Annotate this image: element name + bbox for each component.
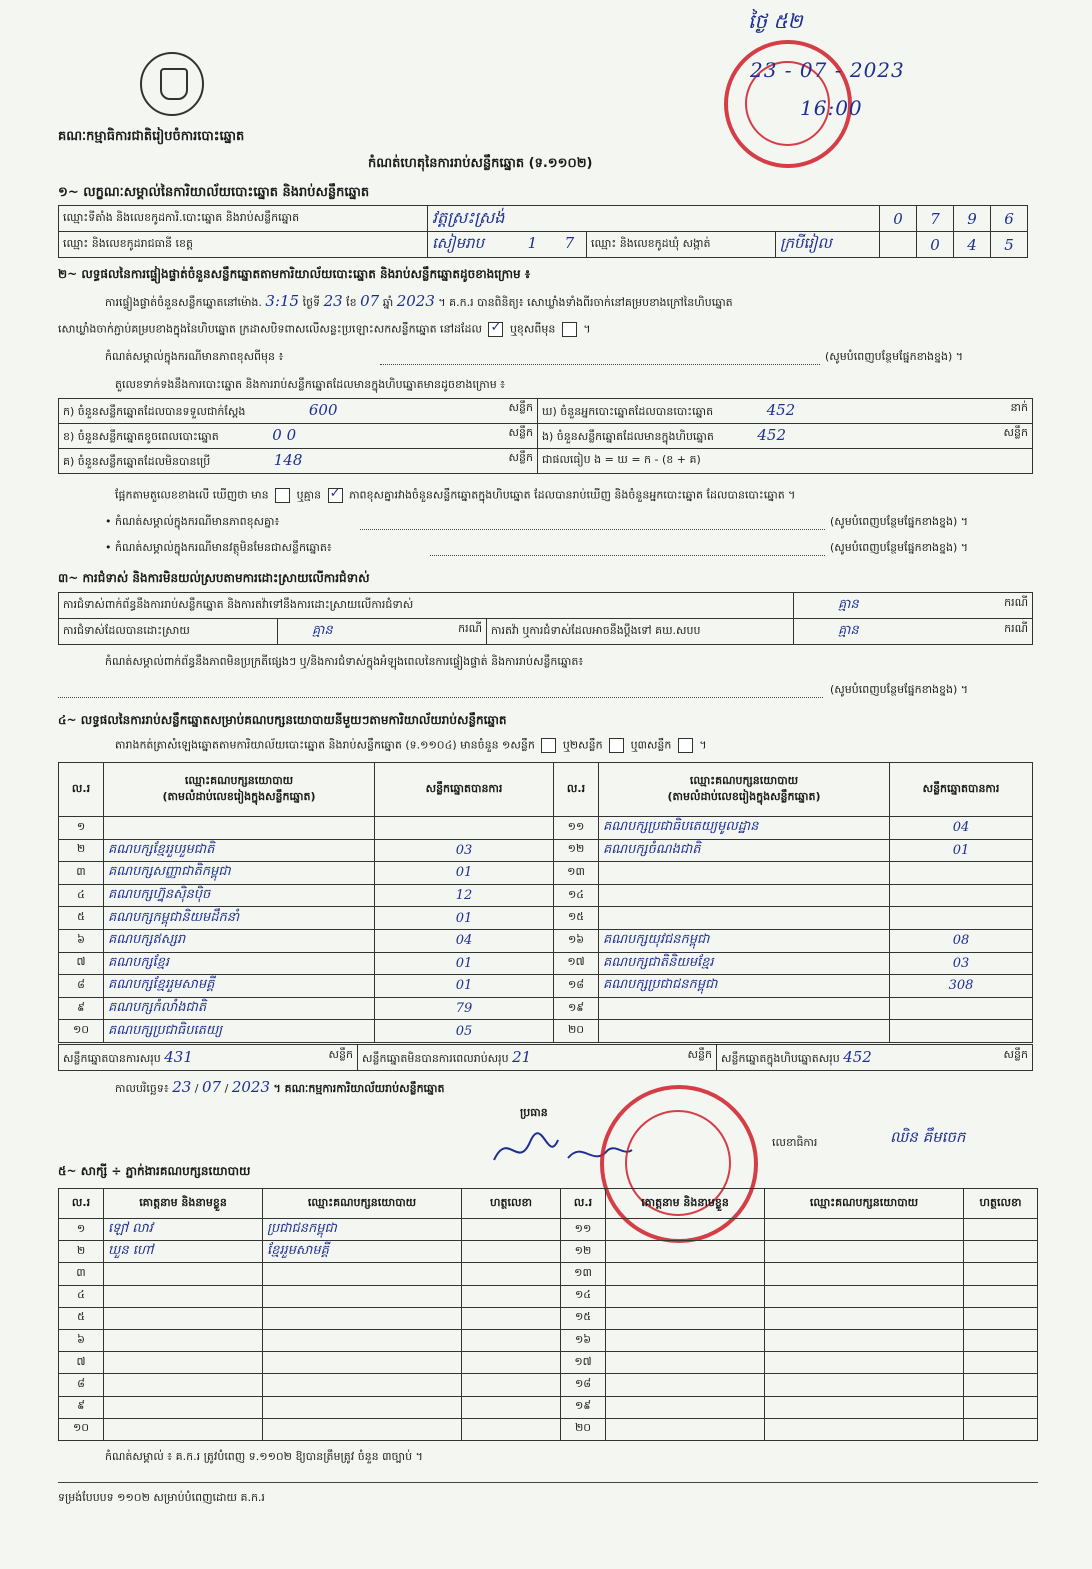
party-name: គណបក្សខ្មែររួបរួមជាតិ <box>104 839 375 862</box>
party-number: ៧ <box>59 952 104 975</box>
col-party-right-sub: (តាមលំដាប់លេខរៀងក្នុងសន្លឹកឆ្នោត) <box>667 789 821 803</box>
difference-no-checkbox[interactable] <box>328 488 343 503</box>
difference-result-line <box>115 488 1035 505</box>
witness-name <box>104 1307 263 1329</box>
witness-signature <box>964 1352 1038 1374</box>
seal-intact-text: សោឃ្លាំងចាក់ភ្ជាប់គម្របខាងក្នុងនៃហិបឆ្នោត ក្រដាសបិទពាសលើសន្លះប្រឡោះសកសន្លឹកឆ្នោត នៅដដែល <box>58 322 482 336</box>
bullet-foreign-object: • កំណត់សម្គាល់ក្នុងករណីមានវត្ថុមិនមែនជាសន្លឹកឆ្នោត៖ <box>105 541 332 554</box>
witness-signature <box>964 1307 1038 1329</box>
sheet-2-label: ឬ២សន្លឹក <box>562 738 603 752</box>
results-table <box>58 762 1033 1043</box>
commune-label: ឈ្មោះ និងលេខកូដឃុំ សង្កាត់ <box>587 232 776 258</box>
party-votes: 04 <box>375 929 554 952</box>
unused-unit: សន្លឹក <box>508 451 533 464</box>
witness-signature <box>462 1263 561 1285</box>
verification-text: ។ គ.ក.រ បានពិនិត្យ៖ សោឃ្លាំងទាំងពីរចាក់នៅគម្របខាងក្រៅនៃហិបឆ្នោត <box>438 296 733 309</box>
appeal-unit: ករណី <box>1004 622 1028 635</box>
col-party-left-title: ឈ្មោះគណបក្សនយោបាយ <box>184 773 294 787</box>
party-votes <box>890 997 1033 1020</box>
witness-number: ១៧ <box>561 1352 606 1374</box>
witness-signature <box>964 1263 1038 1285</box>
sheet-2-checkbox[interactable] <box>609 738 624 753</box>
party-votes <box>890 884 1033 907</box>
province-label: ឈ្មោះ និងលេខកូដរាជធានី ខេត្ត <box>59 232 428 258</box>
witness-signature <box>462 1352 561 1374</box>
witness-row <box>59 1285 1038 1307</box>
witness-number: ៩ <box>59 1396 104 1418</box>
witness-signature <box>462 1285 561 1307</box>
party-name <box>599 862 890 885</box>
witness-col-no-right: ល.រ <box>561 1189 606 1219</box>
col-party-left <box>104 763 375 817</box>
date-year: 2023 <box>231 1078 270 1096</box>
party-name <box>599 907 890 930</box>
party-number: ១៧ <box>554 952 599 975</box>
witness-name <box>104 1374 263 1396</box>
party-name <box>599 1020 890 1043</box>
party-name: គណបក្សខ្មែរ <box>104 952 375 975</box>
chair-label: ប្រធាន <box>520 1106 548 1119</box>
results-row <box>59 884 1033 907</box>
date-label: កាលបរិច្ឆេទ៖ <box>115 1082 169 1095</box>
total-valid-value: 431 <box>164 1047 193 1066</box>
witness-col-no-left: ល.រ <box>59 1189 104 1219</box>
results-row <box>59 997 1033 1020</box>
witness-signature <box>462 1374 561 1396</box>
difference-note-suffix: (សូមបំពេញបន្ថែមផ្នែកខាងខ្នង) ។ <box>825 350 964 363</box>
party-number: ១ <box>59 817 104 840</box>
spoiled-unit: សន្លឹក <box>508 426 533 439</box>
secretary-name: ឈិន គឹមចេក <box>890 1128 966 1146</box>
received-value: 600 <box>308 401 338 419</box>
sheet-3-checkbox[interactable] <box>678 738 693 753</box>
witness-signature <box>462 1219 561 1241</box>
results-row <box>59 817 1033 840</box>
sheet-count-text: តារាងកត់ត្រាសំឡេងឆ្នោតតាមការិយាល័យបោះឆ្នោត និងរាប់សន្លឹកឆ្នោត (ទ.១១០៤) មានចំនួន ១សន្លឹក <box>115 738 535 752</box>
witness-number: ៦ <box>59 1329 104 1351</box>
party-votes: 05 <box>375 1020 554 1043</box>
col-party-right-title: ឈ្មោះគណបក្សនយោបាយ <box>689 773 799 787</box>
witness-number: ៣ <box>59 1263 104 1285</box>
party-name: គណបក្សសញ្ញាជាតិកម្ពុជា <box>104 862 375 885</box>
witness-name <box>606 1307 765 1329</box>
section1-title: ១~ លក្ខណៈសម្គាល់នៃការិយាល័យបោះឆ្នោត និងរាប់សន្លឹកឆ្នោត <box>58 185 370 200</box>
received-label: ក) ចំនួនសន្លឹកឆ្នោតដែលបានទទួលជាក់ស្តែង <box>63 405 246 418</box>
witness-number: ១៤ <box>561 1285 606 1307</box>
results-row <box>59 862 1033 885</box>
witness-party <box>765 1219 964 1241</box>
party-name: គណបក្សប្រជាជនកម្ពុជា <box>599 975 890 998</box>
party-votes: 08 <box>890 929 1033 952</box>
verification-month-label: ខែ <box>346 296 357 309</box>
total-box-unit: សន្លឹក <box>1003 1047 1028 1061</box>
witness-table <box>58 1188 1038 1441</box>
party-number: ១១ <box>554 817 599 840</box>
party-votes: 03 <box>890 952 1033 975</box>
witness-name <box>606 1418 765 1440</box>
party-number: ១៨ <box>554 975 599 998</box>
party-name: គណបក្សជាតិនិយមខ្មែរ <box>599 952 890 975</box>
verification-year-label: ឆ្នាំ <box>382 296 394 309</box>
witness-party <box>263 1418 462 1440</box>
total-invalid-value: 21 <box>512 1047 532 1066</box>
witness-number: ១២ <box>561 1241 606 1263</box>
commune-code-1: 0 <box>917 232 954 258</box>
commune-code-3: 5 <box>991 232 1028 258</box>
verification-line-2: សោឃ្លាំងចាក់ភ្ជាប់គម្របខាងក្នុងនៃហិបឆ្នោត ក្រដាសបិទពាសលើសន្លះប្រឡោះសកសន្លឹកឆ្នោត នៅដដែល ✓ ឬខុសពីមុន ។ <box>58 322 591 339</box>
witness-party <box>263 1285 462 1307</box>
party-name: គណបក្សកម្ពុជានិយមដឹកនាំ <box>104 907 375 930</box>
location-code-4: 6 <box>991 206 1028 232</box>
witness-party <box>765 1374 964 1396</box>
province-code-2: 7 <box>564 233 575 252</box>
party-votes: 01 <box>375 907 554 930</box>
total-box-value: 452 <box>843 1047 872 1066</box>
witness-party <box>765 1307 964 1329</box>
witness-col-party-left: ឈ្មោះគណបក្សនយោបាយ <box>263 1189 462 1219</box>
party-votes <box>890 1020 1033 1043</box>
witness-number: ៧ <box>59 1352 104 1374</box>
witness-number: ១ <box>59 1219 104 1241</box>
witness-name <box>606 1219 765 1241</box>
party-votes: 03 <box>375 839 554 862</box>
bullet-difference: • កំណត់សម្គាល់ក្នុងករណីមានភាពខុសគ្នា៖ <box>105 515 280 528</box>
party-votes <box>890 862 1033 885</box>
party-votes <box>375 817 554 840</box>
province-code-1: 1 <box>527 233 538 252</box>
party-number: ១២ <box>554 839 599 862</box>
witness-name <box>104 1329 263 1351</box>
col-no-left: ល.រ <box>59 763 104 817</box>
complaints-label: ការជំទាស់ពាក់ព័ន្ធនឹងការរាប់សន្លឹកឆ្នោត និងការតវ៉ាទៅនឹងការដោះស្រាយលើការជំទាស់ <box>59 593 794 619</box>
party-votes: 12 <box>375 884 554 907</box>
difference-no-label: ឬគ្មាន <box>296 488 322 502</box>
spoiled-value: 0 0 <box>272 426 297 444</box>
verification-day-label: ថ្ងៃទី <box>302 296 321 309</box>
party-votes: 04 <box>890 817 1033 840</box>
unused-label: គ) ចំនួនសន្លឹកឆ្នោតដែលមិនបានប្រើ <box>63 455 211 468</box>
totals-table <box>58 1044 1033 1071</box>
witness-party <box>263 1396 462 1418</box>
party-name: គណបក្សខ្មែររួមសាមគ្គី <box>104 975 375 998</box>
party-number: ២ <box>59 839 104 862</box>
party-name: គណបក្សហ្វ៊ុនស៊ិនប៉ិច <box>104 884 375 907</box>
date-day: 23 <box>172 1078 192 1096</box>
top-right-note: ថ្ងៃ ៥២ <box>748 9 803 33</box>
witness-number: ៥ <box>59 1307 104 1329</box>
complaints-table <box>58 592 1033 645</box>
party-name <box>599 997 890 1020</box>
section3-title: ៣~ ការជំទាស់ និងការមិនយល់ស្របតាមការដោះស្រាយលើការជំទាស់ <box>58 571 370 585</box>
witness-signature <box>964 1374 1038 1396</box>
form-title: កំណត់ហេតុនៃការរាប់សន្លឹកឆ្នោត (ទ.១១០២) <box>368 156 593 171</box>
witness-number: ២ <box>59 1241 104 1263</box>
witness-row <box>59 1418 1038 1440</box>
unused-value: 148 <box>273 451 303 469</box>
witness-col-name-left: គោត្តនាម និងនាមខ្លួន <box>104 1189 263 1219</box>
complaints-value: គ្មាន <box>838 597 859 612</box>
witness-party <box>263 1307 462 1329</box>
party-number: ១៥ <box>554 907 599 930</box>
in-box-unit: សន្លឹក <box>1003 426 1028 439</box>
witness-row <box>59 1329 1038 1351</box>
witness-number: ១៥ <box>561 1307 606 1329</box>
total-valid-label: សន្លឹកឆ្នោតបានការសរុប <box>63 1051 161 1065</box>
witness-party <box>765 1241 964 1263</box>
witness-signature <box>964 1241 1038 1263</box>
verification-year: 2023 <box>396 292 435 310</box>
witness-party <box>263 1263 462 1285</box>
results-row <box>59 929 1033 952</box>
party-votes: 01 <box>890 839 1033 862</box>
section1-table <box>58 205 1028 258</box>
witness-name <box>606 1329 765 1351</box>
party-name: គណបក្សកំលាំងជាតិ <box>104 997 375 1020</box>
witness-row <box>59 1219 1038 1241</box>
location-code-2: 7 <box>917 206 954 232</box>
witness-name <box>606 1241 765 1263</box>
witness-party <box>765 1352 964 1374</box>
witness-row <box>59 1263 1038 1285</box>
witness-party <box>263 1352 462 1374</box>
party-votes: 01 <box>375 975 554 998</box>
col-votes-right: សន្លឹកឆ្នោតបានការ <box>890 763 1033 817</box>
difference-note-label: កំណត់សម្គាល់ក្នុងករណីមានភាពខុសពីមុន ៖ <box>105 350 284 363</box>
witness-row <box>59 1396 1038 1418</box>
witness-signature <box>964 1329 1038 1351</box>
witness-signature <box>462 1396 561 1418</box>
figures-intro: តួលេខទាក់ទងនឹងការបោះឆ្នោត និងការរាប់សន្លឹកឆ្នោតដែលមានក្នុងហិបឆ្នោតមានដូចខាងក្រោម ៖ <box>115 378 506 391</box>
witness-number: ១១ <box>561 1219 606 1241</box>
results-row <box>59 975 1033 998</box>
province-value: សៀមរាប <box>432 233 485 252</box>
irregularity-note-suffix: (សូមបំពេញបន្ថែមផ្នែកខាងខ្នង) ។ <box>830 683 969 696</box>
secretary-label: លេខាធិការ <box>772 1136 818 1149</box>
witness-name <box>104 1263 263 1285</box>
party-number: ៥ <box>59 907 104 930</box>
in-box-value: 452 <box>757 426 787 444</box>
witness-number: ៤ <box>59 1285 104 1307</box>
form-usage-note: ទម្រង់បែបបទ ១១០២ សម្រាប់បំពេញដោយ គ.ក.រ <box>58 1491 265 1504</box>
witness-col-name-right: គោត្តនាម និងនាមខ្លួន <box>606 1189 765 1219</box>
witness-number: ១៣ <box>561 1263 606 1285</box>
witness-name <box>104 1352 263 1374</box>
sheet-count-line: តារាងកត់ត្រាសំឡេងឆ្នោតតាមការិយាល័យបោះឆ្នោត និងរាប់សន្លឹកឆ្នោត (ទ.១១០៤) មានចំនួន ១សន្លឹក ឬ២សន្លឹក ឬ៣សន្លឹក ។ <box>115 738 707 752</box>
party-name: គណបក្សឥស្សរា <box>104 929 375 952</box>
voters-value: 452 <box>766 401 796 419</box>
witness-row <box>59 1307 1038 1329</box>
party-number: ១៩ <box>554 997 599 1020</box>
total-box-label: សន្លឹកឆ្នោតក្នុងហិបឆ្នោតសរុប <box>721 1051 840 1065</box>
party-name: គណបក្សចំណងជាតិ <box>599 839 890 862</box>
party-number: ៣ <box>59 862 104 885</box>
resolved-unit: ករណី <box>458 622 482 635</box>
seal-changed-checkbox[interactable] <box>562 322 577 337</box>
commune-value: ក្របីរៀល <box>780 233 832 252</box>
witness-party: ប្រជាជនកម្ពុជា <box>263 1219 462 1241</box>
witness-name <box>606 1263 765 1285</box>
witness-number: ១៨ <box>561 1374 606 1396</box>
commune-code-2: 4 <box>954 232 991 258</box>
bullet-difference-suffix: (សូមបំពេញបន្ថែមផ្នែកខាងខ្នង) ។ <box>830 515 969 528</box>
witness-name <box>606 1374 765 1396</box>
witness-number: ២០ <box>561 1418 606 1440</box>
party-number: ៩ <box>59 997 104 1020</box>
col-no-right: ល.រ <box>554 763 599 817</box>
party-name <box>104 817 375 840</box>
witness-signature <box>964 1418 1038 1440</box>
results-row <box>59 952 1033 975</box>
resolved-label: ការជំទាស់ដែលបានដោះស្រាយ <box>59 619 278 645</box>
witness-number: ១៦ <box>561 1329 606 1351</box>
party-votes: 01 <box>375 862 554 885</box>
appeal-label: ការតវ៉ា ឬការជំទាស់ដែលអាចនឹងប្តឹងទៅ គឃ.សបប <box>487 619 794 645</box>
seal-intact-checkbox[interactable] <box>488 322 503 337</box>
date-month: 07 <box>202 1078 222 1096</box>
complaints-unit: ករណី <box>1004 596 1028 609</box>
location-label: ឈ្មោះទីតាំង និងលេខកូដការិ.បោះឆ្នោត និងរាប់សន្លឹកឆ្នោត <box>59 206 428 232</box>
witness-name <box>104 1418 263 1440</box>
verification-day: 23 <box>323 292 343 310</box>
figures-table <box>58 398 1033 474</box>
witness-party <box>263 1374 462 1396</box>
voters-label: ឃ) ចំនួនអ្នកបោះឆ្នោតដែលបានបោះឆ្នោត <box>542 405 714 418</box>
stamp-date: 23 - 07 - 2023 <box>750 58 905 82</box>
party-name: គណបក្សប្រជាធិបតេយ្យមូលដ្ឋាន <box>599 817 890 840</box>
difference-result-text: ភាពខុសគ្នារវាងចំនួនសន្លឹកឆ្នោតក្នុងហិបឆ្នោត ដែលបានរាប់ឃើញ និងចំនួនអ្នកបោះឆ្នោត ដែលបានបោះឆ្នោត ។ <box>349 488 796 502</box>
party-number: ១០ <box>59 1020 104 1043</box>
party-votes: 308 <box>890 975 1033 998</box>
verification-time-label: ការផ្ទៀងផ្ទាត់ចំនួនសន្លឹកឆ្នោតនៅម៉ោង. <box>105 296 262 309</box>
verification-month: 07 <box>360 292 380 310</box>
total-valid-unit: សន្លឹក <box>328 1047 353 1061</box>
witness-col-sign-right: ហត្ថលេខា <box>964 1189 1038 1219</box>
party-number: ៤ <box>59 884 104 907</box>
witness-number: ១០ <box>59 1418 104 1440</box>
received-unit: សន្លឹក <box>508 401 533 414</box>
witness-name <box>104 1285 263 1307</box>
witness-signature <box>964 1219 1038 1241</box>
stamp-time: 16:00 <box>800 96 863 120</box>
witness-row <box>59 1241 1038 1263</box>
location-code-1: 0 <box>880 206 917 232</box>
spoiled-label: ខ) ចំនួនសន្លឹកឆ្នោតខូចពេលបោះឆ្នោត <box>63 430 219 443</box>
committee-label: ។ គណៈកម្មការការិយាល័យរាប់សន្លឹកឆ្នោត <box>273 1082 445 1095</box>
results-row <box>59 839 1033 862</box>
col-party-right <box>599 763 890 817</box>
location-value: វត្តស្រះស្រង់ <box>432 207 505 227</box>
irregularity-note: កំណត់សម្គាល់ពាក់ព័ន្ធនឹងភាពមិនប្រក្រតីផ្សេងៗ ឬ/និងការជំទាស់ក្នុងអំឡុងពេលនៃការផ្ទៀងផ្ទាត់ និងការរាប់សន្លឹកឆ្នោត៖ <box>105 655 584 668</box>
witness-number: ៨ <box>59 1374 104 1396</box>
bullet-foreign-suffix: (សូមបំពេញបន្ថែមផ្នែកខាងខ្នង) ។ <box>830 541 969 554</box>
witness-name: ឃួន ហៅ <box>104 1241 263 1263</box>
witness-col-party-right: ឈ្មោះគណបក្សនយោបាយ <box>765 1189 964 1219</box>
witness-row <box>59 1374 1038 1396</box>
verification-line-1 <box>105 292 1035 312</box>
seal-changed-label: ឬខុសពីមុន <box>509 322 556 336</box>
witness-party <box>765 1263 964 1285</box>
difference-yes-label: ផ្អែកតាមតួលេខខាងលើ ឃើញថា មាន <box>115 488 269 502</box>
party-votes: 01 <box>375 952 554 975</box>
section5-title: ៥~ សាក្សី ÷ ភ្នាក់ងារគណបក្សនយោបាយ <box>58 1164 251 1178</box>
nec-logo-icon <box>140 52 204 116</box>
witness-party <box>263 1329 462 1351</box>
results-row <box>59 907 1033 930</box>
party-name <box>599 884 890 907</box>
org-name: គណៈកម្មាធិការជាតិរៀបចំការបោះឆ្នោត <box>58 129 245 144</box>
party-number: ២០ <box>554 1020 599 1043</box>
party-number: ៨ <box>59 975 104 998</box>
party-number: ៦ <box>59 929 104 952</box>
witness-name: ឡៅ លាវ <box>104 1219 263 1241</box>
formula: ជាផលធៀប ង = ឃ = ក - (ខ + គ) <box>538 449 1033 474</box>
sheet-3-label: ឬ៣សន្លឹក <box>630 738 672 752</box>
sheet-1-checkbox[interactable] <box>541 738 556 753</box>
section2-title: ២~ លទ្ធផលនៃការផ្ទៀងផ្ទាត់ចំនួនសន្លឹកឆ្នោតតាមការិយាល័យបោះឆ្នោត និងរាប់សន្លឹកឆ្នោតដូចខាងក្រោម ៖ <box>58 267 531 281</box>
resolved-value: គ្មាន <box>312 623 333 638</box>
witness-party <box>765 1329 964 1351</box>
in-box-label: ង) ចំនួនសន្លឹកឆ្នោតដែលមានក្នុងហិបឆ្នោត <box>542 430 714 443</box>
results-row <box>59 1020 1033 1043</box>
voters-unit: នាក់ <box>1010 401 1028 414</box>
appeal-value: គ្មាន <box>838 623 859 638</box>
witness-signature <box>964 1396 1038 1418</box>
witness-signature <box>964 1285 1038 1307</box>
col-votes-left: សន្លឹកឆ្នោតបានការ <box>375 763 554 817</box>
party-number: ១៦ <box>554 929 599 952</box>
party-number: ១៣ <box>554 862 599 885</box>
witness-signature <box>462 1329 561 1351</box>
total-invalid-label: សន្លឹកឆ្នោតមិនបានការពេលរាប់សរុប <box>362 1051 509 1065</box>
witness-name <box>104 1396 263 1418</box>
witness-col-sign-left: ហត្ថលេខា <box>462 1189 561 1219</box>
party-name: គណបក្សប្រជាធិបតេយ្យ <box>104 1020 375 1043</box>
date-line: កាលបរិច្ឆេទ៖ 23 / 07 / 2023 ។ គណៈកម្មការការិយាល័យរាប់សន្លឹកឆ្នោត <box>115 1078 445 1096</box>
witness-party <box>765 1285 964 1307</box>
col-party-left-sub: (តាមលំដាប់លេខរៀងក្នុងសន្លឹកឆ្នោត) <box>162 789 316 803</box>
witness-name <box>606 1352 765 1374</box>
witness-party <box>765 1418 964 1440</box>
party-number: ១៤ <box>554 884 599 907</box>
location-code-3: 9 <box>954 206 991 232</box>
verification-time: 3:15 <box>265 292 300 310</box>
party-name: គណបក្សយុវជនកម្ពុជា <box>599 929 890 952</box>
witness-party <box>765 1396 964 1418</box>
witness-signature <box>462 1241 561 1263</box>
witness-name <box>606 1396 765 1418</box>
footnote: កំណត់សម្គាល់ ៖ គ.ក.រ ត្រូវបំពេញ ទ.១១០២ ឱ្យបានត្រឹមត្រូវ ចំនួន ៣ច្បាប់ ។ <box>105 1450 423 1463</box>
witness-signature <box>462 1418 561 1440</box>
witness-party: ខ្មែររួមសាមគ្គី <box>263 1241 462 1263</box>
party-votes <box>890 907 1033 930</box>
witness-name <box>606 1285 765 1307</box>
witness-signature <box>462 1307 561 1329</box>
witness-row <box>59 1352 1038 1374</box>
party-votes: 79 <box>375 997 554 1020</box>
section4-title: ៤~ លទ្ធផលនៃការរាប់សន្លឹកឆ្នោតសម្រាប់គណបក្សនយោបាយនីមួយៗតាមការិយាល័យរាប់សន្លឹកឆ្នោត <box>58 713 507 727</box>
difference-yes-checkbox[interactable] <box>275 488 290 503</box>
total-invalid-unit: សន្លឹក <box>687 1047 712 1061</box>
witness-number: ១៩ <box>561 1396 606 1418</box>
